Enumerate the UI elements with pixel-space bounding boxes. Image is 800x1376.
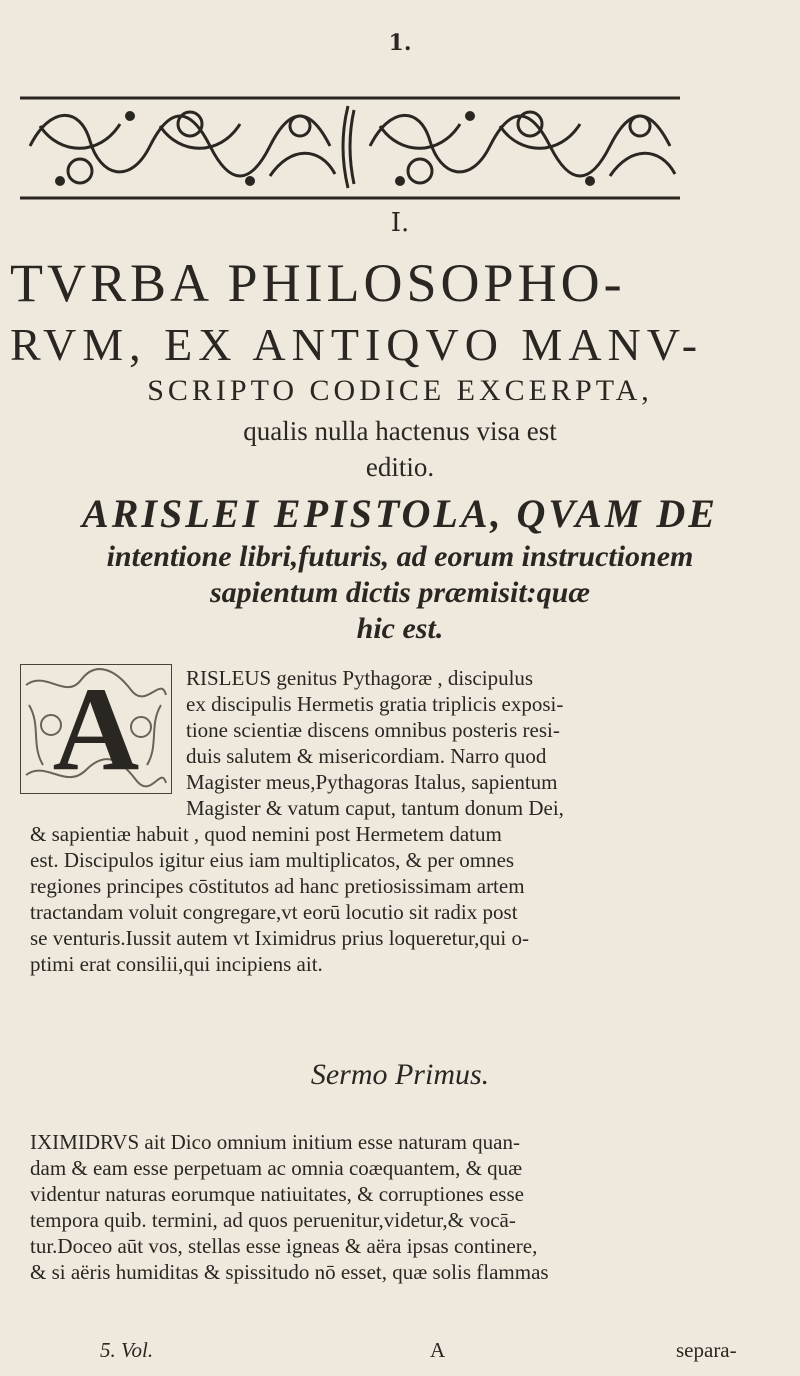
folio-number: 1.	[388, 30, 412, 56]
title-line-1: TVRBA PHILOSOPHO-	[10, 253, 626, 313]
title-line-2: RVM, EX ANTIQVO MANV-	[10, 319, 704, 370]
gathering-signature: A	[430, 1338, 446, 1362]
headpiece-ornament	[20, 96, 680, 200]
decorated-initial	[20, 664, 172, 794]
section-heading: Sermo Primus.	[310, 1058, 490, 1091]
text-line: ex discipulis Hermetis gratia triplicis exposi-	[186, 692, 564, 716]
text-line: tractandam voluit congregare,vt eorū locutio sit radix post	[30, 900, 518, 924]
text-line: duis salutem & misericordiam. Narro quod	[186, 744, 547, 768]
text-line: & si aëris humiditas & spissitudo nō esset, quæ solis flammas	[30, 1260, 549, 1284]
text-line: est. Discipulos igitur eius iam multiplicatos, & per omnes	[30, 848, 515, 872]
text-line: Magister meus,Pythagoras Italus, sapientum	[186, 770, 558, 794]
text-line: IXIMIDRVS ait Dico omnium initium esse naturam quan-	[30, 1130, 520, 1154]
text-line: dam & eam esse perpetuam ac omnia coæquantem, & quæ	[30, 1156, 523, 1180]
epistle-heading-line-3: sapientum dictis præmisit:quæ	[209, 576, 591, 609]
text-line: se venturis.Iussit autem vt Iximidrus prius loqueretur,qui o-	[30, 926, 529, 950]
epistle-heading-line-4: hic est.	[356, 612, 444, 645]
initial-letter: A	[52, 662, 140, 795]
volume-signature: 5. Vol.	[100, 1338, 154, 1362]
epistle-heading-line-1: ARISLEI EPISTOLA, QVAM DE	[82, 491, 718, 536]
text-line: videntur naturas eorumque natiuitates, & corruptiones esse	[30, 1182, 524, 1206]
title-line-5: editio.	[365, 452, 435, 482]
text-line: tempora quib. termini, ad quos peruenitur,videtur,& vocā-	[30, 1208, 516, 1232]
epistle-heading-line-2: intentione libri,futuris, ad eorum instructionem	[106, 540, 694, 573]
text-line: Magister & vatum caput, tantum donum Dei,	[186, 796, 564, 820]
title-line-4: qualis nulla hactenus visa est	[243, 416, 557, 446]
text-line: ptimi erat consilii,qui incipiens ait.	[30, 952, 323, 976]
text-line: tur.Doceo aūt vos, stellas esse igneas & aëra ipsas continere,	[30, 1234, 538, 1258]
text-line: tione scientiæ discens omnibus posteris resi-	[186, 718, 560, 742]
chapter-number: I.	[390, 208, 410, 238]
text-line: regiones principes cōstitutos ad hanc pretiosissimam artem	[30, 874, 525, 898]
title-line-3: SCRIPTO CODICE EXCERPTA,	[147, 374, 653, 407]
text-line: RISLEUS genitus Pythagoræ , discipulus	[186, 666, 534, 690]
catchword: separa-	[676, 1338, 737, 1362]
text-line: & sapientiæ habuit , quod nemini post Hermetem datum	[30, 822, 502, 846]
